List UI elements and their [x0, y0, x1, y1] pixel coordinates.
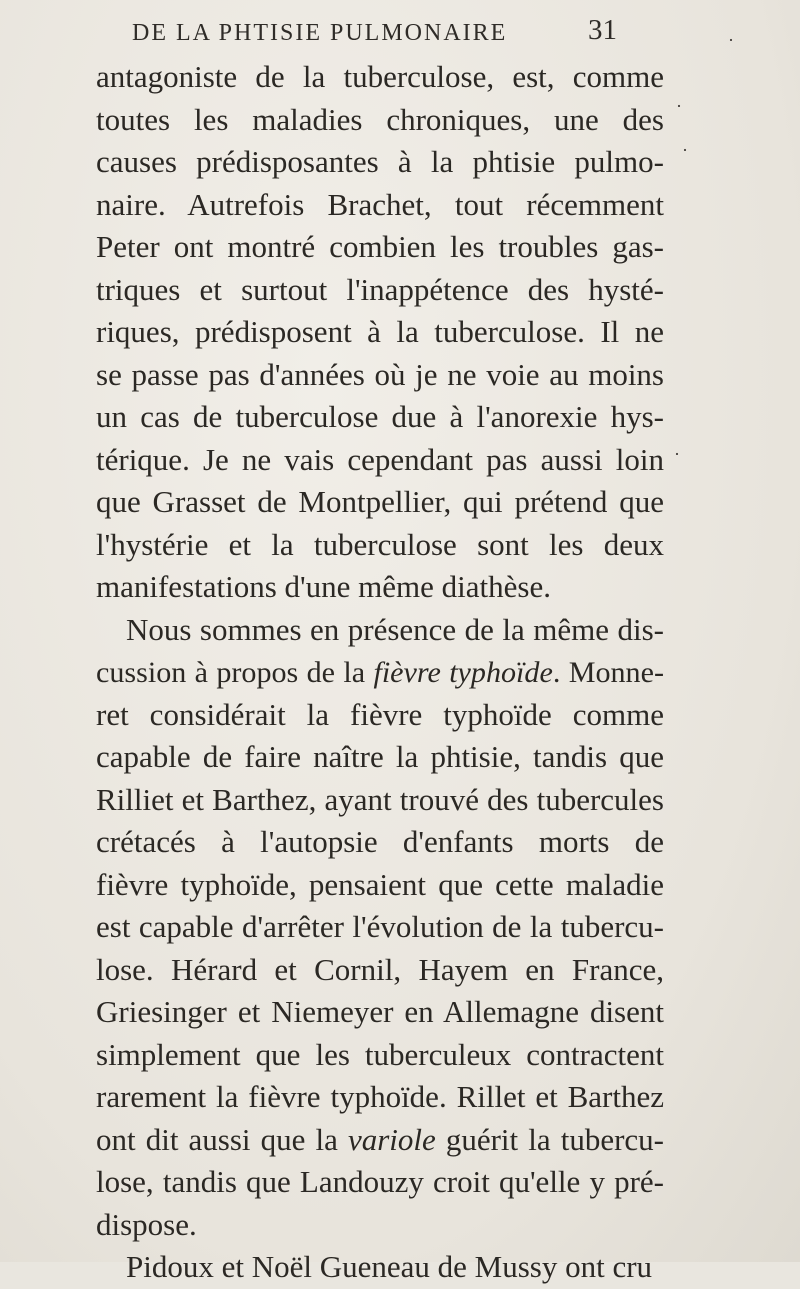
margin-speck: · [674, 444, 680, 464]
body-text [96, 56, 664, 1289]
text-segment: . Monne- [552, 655, 664, 689]
text-line: triques et surtout l'inappétence des hysté- [96, 271, 664, 307]
text-line: Rilliet et Barthez, ayant trouvé des tubercules [96, 781, 664, 817]
page-number: 31 [588, 14, 617, 46]
text-segment: guérit la tubercu- [435, 1121, 664, 1157]
text-line: l'hystérie et la tuberculose sont les deux [96, 526, 664, 562]
text-line: rarement la fièvre typhoïde. Rillet et Barthez [96, 1079, 664, 1114]
text-line: térique. Je ne vais cependant pas aussi loin [96, 441, 664, 477]
text-line: toutes les maladies chroniques, une des [96, 101, 664, 137]
text-line: antagoniste de la tuberculose, est, comme [96, 59, 664, 94]
text-line: lose. Hérard et Cornil, Hayem en France, [96, 951, 664, 987]
running-title: DE LA PHTISIE PULMONAIRE [132, 20, 508, 46]
text-line: un cas de tuberculose due à l'anorexie hys- [96, 399, 664, 434]
text-line: crétacés à l'autopsie d'enfants morts de [96, 824, 664, 859]
text-line: que Grasset de Montpellier, qui prétend que [96, 484, 664, 519]
text-line: Peter ont montré combien les troubles gas- [96, 229, 664, 264]
italic-term: fièvre typhoïde [373, 655, 553, 689]
text-line: Nous sommes en présence de la même dis- [126, 611, 664, 647]
text-segment: cussion à propos de la [96, 655, 374, 689]
text-line: causes prédisposantes à la phtisie pulmo- [96, 144, 664, 179]
text-line: se passe pas d'années où je ne voie au moins [96, 356, 664, 392]
text-line: dispose. [96, 1206, 197, 1242]
text-line: ret considérait la fièvre typhoïde comme [96, 696, 664, 732]
text-line [96, 651, 664, 694]
text-line: manifestations d'une même diathèse. [96, 569, 551, 604]
text-line: capable de faire naître la phtisie, tandis que [96, 739, 664, 774]
text-segment: ont dit aussi que la [96, 1121, 348, 1157]
text-line: lose, tandis que Landouzy croit qu'elle y pré- [96, 1164, 664, 1199]
text-line: riques, prédisposent à la tuberculose. Il ne [96, 314, 664, 349]
text-line: simplement que les tuberculeux contractent [96, 1036, 664, 1072]
margin-speck: · [728, 30, 734, 50]
italic-term: variole [347, 1121, 436, 1157]
text-line: est capable d'arrêter l'évolution de la tubercu- [96, 909, 664, 944]
text-line: Pidoux et Noël Gueneau de Mussy ont cru [126, 1249, 653, 1284]
text-line: naire. Autrefois Brachet, tout récemment [96, 186, 664, 222]
page-header [132, 14, 652, 48]
text-line: Griesinger et Niemeyer en Allemagne disent [96, 994, 664, 1029]
text-line: fièvre typhoïde, pensaient que cette maladie [96, 866, 664, 902]
text-line [96, 1119, 664, 1162]
margin-speck: · [682, 140, 688, 160]
margin-speck: · [676, 96, 682, 116]
